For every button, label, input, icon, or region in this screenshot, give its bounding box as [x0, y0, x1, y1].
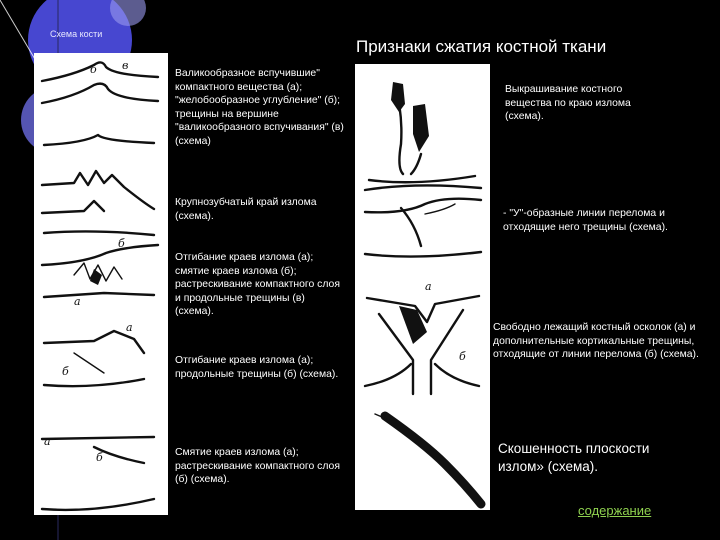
slide-small-label: Схема кости: [50, 29, 103, 39]
jagged-edge-diagram-icon: [42, 171, 154, 235]
contents-link[interactable]: содержание: [578, 503, 652, 518]
left-diagram-panel: [34, 53, 168, 515]
bone-bulge-diagram-icon: [42, 59, 158, 145]
bone-fragment-diagram-icon: [365, 280, 479, 394]
y-fracture-lines-diagram-icon: [365, 185, 481, 256]
crushed-edges-diagram-icon: [42, 435, 154, 510]
letter-b: б: [459, 350, 466, 363]
letter-b: б: [118, 237, 125, 250]
letter-a: а: [44, 435, 51, 448]
right-caption-2: - "У"-образные линии перелома и отходящие него трещины (схема).: [503, 208, 668, 233]
left-caption-5: Смятие краев излома (а); растрескивание компактного слоя (б) (схема).: [175, 447, 340, 485]
letter-v: в: [122, 59, 129, 72]
right-caption-4: Скошенность плоскости излом» (схема).: [498, 441, 650, 474]
bent-edges-cracks-diagram-icon: [44, 321, 144, 386]
right-caption-3: Свободно лежащий костный осколок (а) и дополнительные кортикальные трещины, отходящие от линии перелома (б) (схема).: [493, 322, 699, 360]
letter-b: б: [62, 365, 69, 378]
letter-a: а: [425, 280, 432, 293]
crumbling-edge-diagram-icon: [369, 82, 475, 182]
letter-b: б: [96, 451, 103, 464]
letter-a: а: [74, 295, 81, 308]
bent-edges-diagram-icon: [42, 237, 158, 308]
slide-title: Признаки сжатия костной ткани: [356, 37, 607, 56]
letter-b: б: [90, 63, 97, 76]
right-diagram-panel: [355, 64, 490, 510]
right-caption-1: Выкрашивание костного вещества по краю излома (схема).: [505, 84, 631, 122]
left-caption-4: Отгибание краев излома (а); продольные трещины (б) (схема).: [175, 355, 339, 380]
left-caption-1: Валикообразное вспучившие" компактного вещества (а); "желобообразное углубление" (б); трещины на вершине "валикообразного вспучивания" (в) (схема): [175, 68, 344, 147]
left-caption-2: Крупнозубчатый край излома (схема).: [175, 197, 317, 222]
left-caption-3: Отгибание краев излома (а); смятие краев излома (б); растрескивание компактного слоя и продольные трещины (в) (схема).: [175, 252, 340, 317]
oblique-plane-diagram-icon: [375, 414, 481, 504]
letter-a: а: [126, 321, 133, 334]
